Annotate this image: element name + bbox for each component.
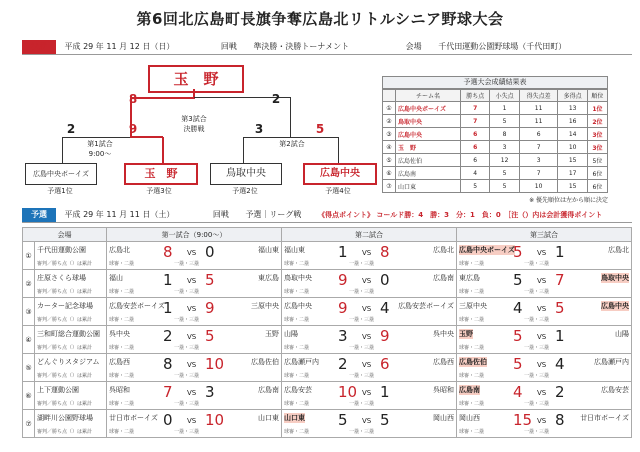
team-name: 広島西 — [433, 358, 454, 366]
vs-label: VS — [362, 361, 372, 369]
standings-cell: 2位 — [587, 115, 607, 128]
prelim-tag: 予選 — [22, 208, 56, 222]
standings-cell: 広島中央ボーイズ — [396, 102, 461, 115]
final-round-label: 回戦 — [220, 42, 237, 51]
standings-header: 小失点 — [490, 90, 519, 102]
team-name: 広島南 — [459, 386, 480, 394]
team-name: 玉野 — [265, 330, 279, 338]
standings-cell: 5 — [461, 180, 490, 193]
prelim-date: 平成 29 年 11 月 11 日（土） — [64, 210, 175, 219]
game-cell — [282, 354, 457, 382]
score: 4 — [555, 355, 565, 373]
score: 5 — [205, 327, 215, 345]
umpire-sub: 球審・二塁 一塁・三塁 — [284, 429, 375, 435]
game-cell — [107, 354, 282, 382]
standings-cell: 7 — [519, 167, 558, 180]
team-name: 広島北 — [608, 246, 629, 254]
game-cell — [457, 326, 632, 354]
umpire-sub: 球審・二塁 一塁・三塁 — [459, 401, 550, 407]
standings-cell: 10 — [558, 141, 587, 154]
prelim-header-g1: 第一試合（9:00～） — [107, 228, 282, 242]
standings-cell: 15 — [558, 180, 587, 193]
score: 2 — [555, 383, 565, 401]
vs-label: VS — [362, 305, 372, 313]
team-name: 鳥取中央 — [284, 274, 312, 282]
standings-cell: 12 — [490, 154, 519, 167]
prelim-row — [23, 270, 632, 298]
bracket-line — [130, 136, 163, 138]
score: 8 — [380, 243, 390, 261]
standings-header — [383, 90, 396, 102]
standings-header: 勝ち点 — [461, 90, 490, 102]
prelim-info-bar — [22, 208, 632, 223]
game-cell — [457, 410, 632, 438]
prelim-round: 予選｜リーグ戦 — [245, 210, 302, 219]
team-name: 鳥取中央 — [601, 274, 629, 282]
standings-cell: 13 — [558, 102, 587, 115]
team-name: 広島南 — [433, 274, 454, 282]
match-number: ④ — [23, 326, 35, 354]
team-name: 広島北 — [109, 246, 130, 254]
standings-cell: 玉 野 — [396, 141, 461, 154]
vs-label: VS — [537, 389, 547, 397]
game-cell — [282, 326, 457, 354]
score: 2 — [163, 327, 173, 345]
vs-label: VS — [187, 361, 197, 369]
standings-row — [383, 128, 608, 141]
team-name: 廿日市ボーイズ — [580, 414, 629, 422]
score: 4 — [513, 383, 523, 401]
venue-name: 千代田運動公園 — [37, 246, 86, 254]
final-label: 第3試合 — [181, 115, 207, 123]
semi1-time: 9:00～ — [88, 150, 112, 158]
vs-label: VS — [537, 277, 547, 285]
team-name: 広島中央ボーイズ — [459, 246, 515, 254]
vs-label: VS — [362, 333, 372, 341]
score: 1 — [163, 299, 173, 317]
game-cell — [107, 326, 282, 354]
standings-cell: ⑥ — [383, 167, 396, 180]
standings-cell: 3 — [519, 154, 558, 167]
score: 1 — [555, 243, 565, 261]
standings-row — [383, 180, 608, 193]
umpire-sub: 球審・二塁 一塁・三塁 — [284, 289, 375, 295]
standings-cell: 4 — [461, 167, 490, 180]
standings-cell: 5 — [490, 167, 519, 180]
standings-table — [382, 89, 608, 193]
bracket-line — [338, 137, 339, 163]
score: 9 — [338, 299, 348, 317]
score: 5 — [513, 243, 523, 261]
final-venue: 千代田運動公園野球場（千代田町） — [438, 42, 567, 51]
final-right-score: 2 — [271, 92, 281, 106]
standings-row — [383, 141, 608, 154]
umpire-sub: 球審・二塁 一塁・三塁 — [109, 373, 200, 379]
prelim-row — [23, 410, 632, 438]
match-number: ② — [23, 270, 35, 298]
score: 3 — [205, 383, 215, 401]
umpire-sub: 球審・二塁 一塁・三塁 — [459, 317, 550, 323]
team-name: 東広島 — [459, 274, 480, 282]
team-box: 玉 野 — [124, 163, 198, 185]
score: 7 — [555, 271, 565, 289]
standings-cell: 10 — [519, 180, 558, 193]
standings-cell: 1 — [490, 102, 519, 115]
umpire-sub: 球審・二塁 一塁・三塁 — [284, 261, 375, 267]
vs-label: VS — [537, 361, 547, 369]
score: 8 — [555, 411, 565, 429]
venue-name: どんぐりスタジアム — [37, 358, 100, 366]
score: 5 — [513, 271, 523, 289]
bracket-line — [62, 137, 63, 163]
vs-label: VS — [362, 249, 372, 257]
standings-cell: 3 — [490, 141, 519, 154]
prelim-row — [23, 242, 632, 270]
score: 8 — [163, 243, 173, 261]
team-name: 広島瀬戸内 — [594, 358, 629, 366]
final-venue-label: 会場 — [405, 42, 422, 51]
match-number: ⑥ — [23, 382, 35, 410]
standings-cell: 14 — [558, 128, 587, 141]
standings-header: 得失点差 — [519, 90, 558, 102]
vs-label: VS — [537, 305, 547, 313]
game-cell — [457, 382, 632, 410]
standings-cell: 7 — [519, 141, 558, 154]
score: 5 — [555, 299, 565, 317]
prelim-row — [23, 298, 632, 326]
game-cell — [107, 298, 282, 326]
score: 4 — [380, 299, 390, 317]
game-cell — [107, 410, 282, 438]
venue-sub: 審判／勝ち点（）は累計 — [37, 317, 93, 323]
prelim-row — [23, 326, 632, 354]
standings-row — [383, 154, 608, 167]
score: 9 — [380, 327, 390, 345]
team-name: 広島北 — [433, 246, 454, 254]
standings-header: 順位 — [587, 90, 607, 102]
semi1-label: 第1試合 — [87, 140, 113, 148]
standings-cell: 15 — [558, 154, 587, 167]
team-name: 呉中央 — [433, 330, 454, 338]
venue-cell — [35, 298, 107, 326]
score: 7 — [163, 383, 173, 401]
team-name: 広島安芸 — [601, 386, 629, 394]
score: 2 — [338, 355, 348, 373]
standings-cell: 6 — [461, 154, 490, 167]
standings-row — [383, 102, 608, 115]
umpire-sub: 球審・二塁 一塁・三塁 — [284, 345, 375, 351]
umpire-sub: 球審・二塁 一塁・三塁 — [459, 429, 550, 435]
game-cell — [457, 242, 632, 270]
vs-label: VS — [187, 333, 197, 341]
umpire-sub: 球審・二塁 一塁・三塁 — [109, 429, 200, 435]
score: 5 — [513, 327, 523, 345]
game-cell — [107, 242, 282, 270]
venue-sub: 審判／勝ち点（）は累計 — [37, 429, 93, 435]
score: 0 — [380, 271, 390, 289]
venue-cell — [35, 326, 107, 354]
semi2-right-score: 5 — [315, 122, 325, 136]
vs-label: VS — [187, 249, 197, 257]
bracket-line — [162, 137, 164, 163]
standings-row — [383, 167, 608, 180]
umpire-sub: 球審・二塁 一塁・三塁 — [459, 345, 550, 351]
team-box: 広島中央ボーイズ — [25, 163, 97, 185]
standings-cell: 8 — [490, 128, 519, 141]
standings-cell: 7 — [461, 115, 490, 128]
venue-sub: 審判／勝ち点（）は累計 — [37, 261, 93, 267]
champion-box: 玉 野 — [148, 65, 244, 93]
team-name: 広島佐伯 — [251, 358, 279, 366]
standings-cell: 5 — [490, 180, 519, 193]
standings-cell: ④ — [383, 141, 396, 154]
bracket-line — [62, 137, 131, 138]
vs-label: VS — [187, 389, 197, 397]
score: 15 — [513, 411, 533, 429]
standings-cell: ③ — [383, 128, 396, 141]
venue-name: 上下運動公園 — [37, 386, 79, 394]
team-name: 山口東 — [284, 414, 305, 422]
team-name: 福山東 — [284, 246, 305, 254]
score: 6 — [380, 355, 390, 373]
venue-name: 三和町総合運動公園 — [37, 330, 100, 338]
vs-label: VS — [537, 417, 547, 425]
standings-cell: 5 — [490, 115, 519, 128]
standings-cell: 11 — [519, 115, 558, 128]
standings-cell: 3位 — [587, 128, 607, 141]
standings-cell: 鳥取中央 — [396, 115, 461, 128]
venue-cell — [35, 382, 107, 410]
team-name: 広島安芸ボーイズ — [398, 302, 454, 310]
score: 3 — [338, 327, 348, 345]
score: 0 — [205, 243, 215, 261]
final-left-score: 8 — [128, 92, 138, 106]
team-name: 東広島 — [258, 274, 279, 282]
umpire-sub: 球審・二塁 一塁・三塁 — [459, 373, 550, 379]
venue-sub: 審判／勝ち点（）は累計 — [37, 401, 93, 407]
standings-header: チーム名 — [396, 90, 461, 102]
semi2-left-score: 3 — [254, 122, 264, 136]
vs-label: VS — [537, 249, 547, 257]
umpire-sub: 球審・二塁 一塁・三塁 — [284, 373, 375, 379]
game-cell — [107, 270, 282, 298]
score: 1 — [163, 271, 173, 289]
team-name: 呉昭和 — [433, 386, 454, 394]
vs-label: VS — [537, 333, 547, 341]
score: 10 — [338, 383, 358, 401]
standings-cell: 6 — [461, 128, 490, 141]
final-info-bar — [22, 40, 632, 55]
team-name: 広島中央 — [601, 302, 629, 310]
standings-cell: 17 — [558, 167, 587, 180]
standings-cell: 6 — [461, 141, 490, 154]
final-tag: 決勝 — [22, 40, 56, 54]
team-name: 岡山西 — [433, 414, 454, 422]
team-box: 鳥取中央 — [210, 163, 282, 185]
standings-cell: 6位 — [587, 167, 607, 180]
team-name: 広島安芸ボーイズ — [109, 302, 165, 310]
score: 1 — [338, 243, 348, 261]
vs-label: VS — [187, 277, 197, 285]
venue-name: 庄原さくら球場 — [37, 274, 86, 282]
team-name: 三原中央 — [459, 302, 487, 310]
venue-sub: 審判／勝ち点（）は累計 — [37, 373, 93, 379]
score: 9 — [338, 271, 348, 289]
team-name: 呉昭和 — [109, 386, 130, 394]
standings-cell: 山口東 — [396, 180, 461, 193]
standings-note: ※ 優先順位は左から順に決定 — [529, 197, 608, 204]
match-number: ⑦ — [23, 410, 35, 438]
score: 5 — [205, 271, 215, 289]
vs-label: VS — [362, 417, 372, 425]
team-name: 広島佐伯 — [459, 358, 487, 366]
team-name: 広島瀬戸内 — [284, 358, 319, 366]
match-number: ① — [23, 242, 35, 270]
semi2-label: 第2試合 — [279, 140, 305, 148]
game-cell — [282, 410, 457, 438]
umpire-sub: 球審・二塁 一塁・三塁 — [109, 345, 200, 351]
score: 10 — [205, 355, 225, 373]
standings-cell: ⑤ — [383, 154, 396, 167]
umpire-sub: 球審・二塁 一塁・三塁 — [109, 317, 200, 323]
team-name: 三原中央 — [251, 302, 279, 310]
venue-name: 湖畔川公園野球場 — [37, 414, 93, 422]
vs-label: VS — [187, 305, 197, 313]
prelim-round-label: 回戦 — [212, 210, 229, 219]
umpire-sub: 球審・二塁 一塁・三塁 — [109, 289, 200, 295]
team-name: 広島西 — [109, 358, 130, 366]
score: 0 — [163, 411, 173, 429]
seed-label: 予選1位 — [47, 187, 73, 195]
team-name: 広島安芸 — [284, 386, 312, 394]
seed-label: 予選3位 — [146, 187, 172, 195]
venue-cell — [35, 242, 107, 270]
standings-cell: 11 — [519, 102, 558, 115]
score: 8 — [163, 355, 173, 373]
standings-cell: 6位 — [587, 180, 607, 193]
score: 5 — [513, 355, 523, 373]
match-number: ⑤ — [23, 354, 35, 382]
umpire-sub: 球審・二塁 一塁・三塁 — [109, 401, 200, 407]
bracket-line — [243, 137, 244, 163]
final-round: 準決勝・決勝トーナメント — [253, 42, 350, 51]
game-cell — [107, 382, 282, 410]
game-cell — [457, 270, 632, 298]
standings-title: 予選大会成績結果表 — [382, 76, 608, 89]
standings-cell: 1位 — [587, 102, 607, 115]
vs-label: VS — [187, 417, 197, 425]
standings-cell: 6 — [519, 128, 558, 141]
standings-cell: 広島佐伯 — [396, 154, 461, 167]
standings-cell: 3位 — [587, 141, 607, 154]
standings-cell: 広島中央 — [396, 128, 461, 141]
venue-cell — [35, 410, 107, 438]
team-name: 玉野 — [459, 330, 473, 338]
team-name: 福山 — [109, 274, 123, 282]
score: 5 — [380, 411, 390, 429]
team-box: 広島中央 — [303, 163, 377, 185]
venue-sub: 審判／勝ち点（）は累計 — [37, 345, 93, 351]
score: 5 — [338, 411, 348, 429]
score: 1 — [380, 383, 390, 401]
bracket-line — [290, 97, 291, 137]
game-cell — [457, 298, 632, 326]
page-title: 第6回北広島町長旗争奪広島北リトルシニア野球大会 — [136, 10, 504, 28]
prelim-row — [23, 382, 632, 410]
game-cell — [282, 270, 457, 298]
vs-label: VS — [362, 389, 372, 397]
team-name: 山陽 — [615, 330, 629, 338]
game-cell — [282, 298, 457, 326]
bracket-line — [243, 137, 339, 138]
prelim-table — [22, 227, 632, 438]
team-name: 福山東 — [258, 246, 279, 254]
umpire-sub: 球審・二塁 一塁・三塁 — [284, 401, 375, 407]
final-date: 平成 29 年 11 月 12 日（日） — [64, 42, 175, 51]
standings-cell: 7 — [461, 102, 490, 115]
prelim-points-rule: 《得点ポイント》 コールド勝：4 勝：3 分：1 負：0 ［注（）内は会計獲得ポイント — [317, 211, 603, 219]
prelim-header-g2: 第二試合 — [282, 228, 457, 242]
score: 9 — [205, 299, 215, 317]
venue-name: カーター記念球場 — [37, 302, 93, 310]
semi1-left-score: 2 — [66, 122, 76, 136]
venue-cell — [35, 270, 107, 298]
final-sub-label: 決勝戦 — [183, 125, 205, 133]
seed-label: 予選4位 — [325, 187, 351, 195]
score: 10 — [205, 411, 225, 429]
score: 1 — [555, 327, 565, 345]
standings-cell: ② — [383, 115, 396, 128]
standings-header: 多得点 — [558, 90, 587, 102]
team-name: 呉中央 — [109, 330, 130, 338]
team-name: 廿日市ボーイズ — [109, 414, 158, 422]
prelim-row — [23, 354, 632, 382]
venue-cell — [35, 354, 107, 382]
team-name: 広島南 — [258, 386, 279, 394]
team-name: 岡山西 — [459, 414, 480, 422]
match-number: ③ — [23, 298, 35, 326]
standings-cell: 16 — [558, 115, 587, 128]
standings-panel — [382, 76, 608, 204]
standings-cell: 広島南 — [396, 167, 461, 180]
prelim-header-g3: 第三試合 — [457, 228, 632, 242]
standings-cell: 5位 — [587, 154, 607, 167]
vs-label: VS — [362, 277, 372, 285]
team-name: 広島中央 — [284, 302, 312, 310]
prelim-header-row — [23, 228, 632, 242]
standings-row — [383, 115, 608, 128]
umpire-sub: 球審・二塁 一塁・三塁 — [459, 289, 550, 295]
semi1-right-score: 9 — [128, 122, 138, 136]
umpire-sub: 球審・二塁 一塁・三塁 — [459, 261, 550, 267]
standings-header-row — [383, 90, 608, 102]
prelim-header-venue: 会場 — [23, 228, 107, 242]
venue-sub: 審判／勝ち点（）は累計 — [37, 289, 93, 295]
team-name: 山陽 — [284, 330, 298, 338]
game-cell — [282, 242, 457, 270]
game-cell — [282, 382, 457, 410]
umpire-sub: 球審・二塁 一塁・三塁 — [284, 317, 375, 323]
standings-cell: ① — [383, 102, 396, 115]
standings-cell: ⑦ — [383, 180, 396, 193]
umpire-sub: 球審・二塁 一塁・三塁 — [109, 261, 200, 267]
score: 4 — [513, 299, 523, 317]
seed-label: 予選2位 — [232, 187, 258, 195]
game-cell — [457, 354, 632, 382]
team-name: 山口東 — [258, 414, 279, 422]
